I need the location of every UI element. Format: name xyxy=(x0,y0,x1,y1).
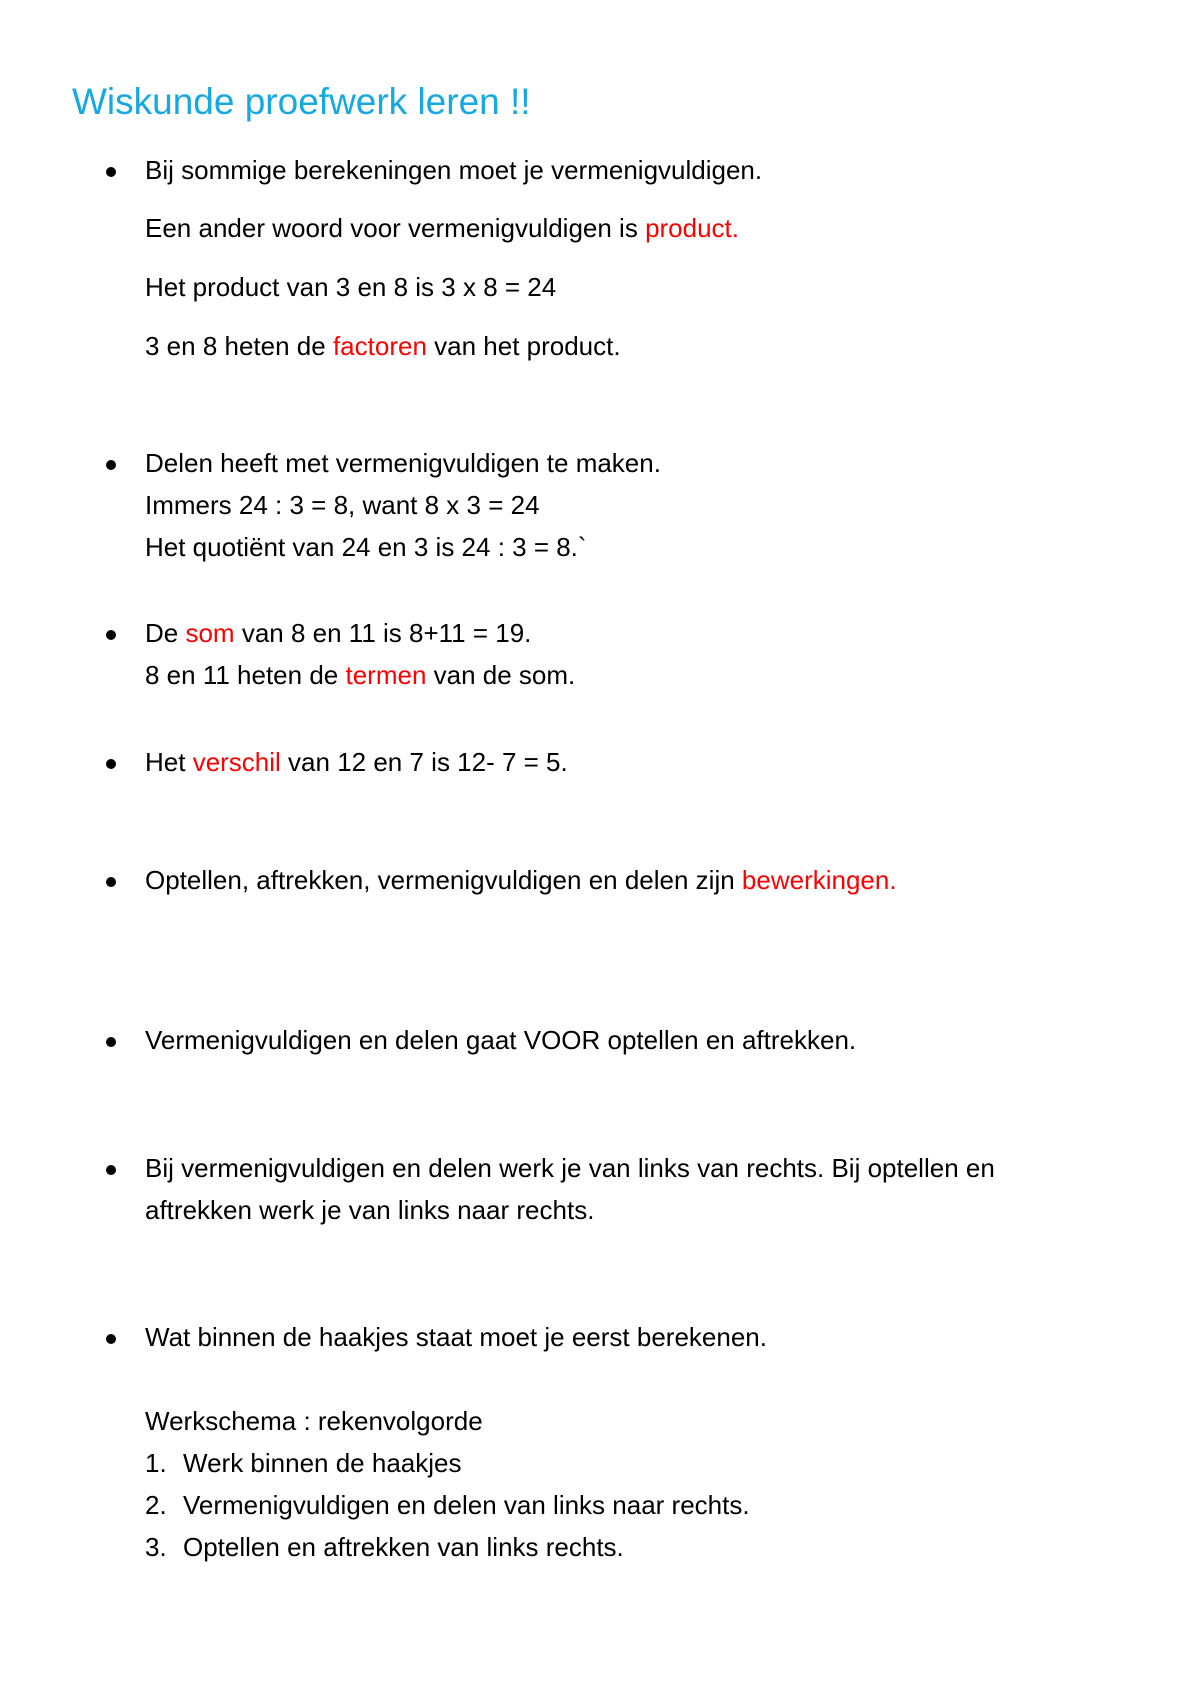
text-fragment: De xyxy=(145,618,186,648)
bullet-icon xyxy=(106,167,116,177)
key-term: product. xyxy=(645,213,740,243)
text-line: aftrekken werk je van links naar rechts. xyxy=(145,1195,595,1225)
text-line xyxy=(145,745,568,779)
text-line: Immers 24 : 3 = 8, want 8 x 3 = 24 xyxy=(145,490,540,520)
step-number: 3. xyxy=(145,1532,167,1562)
bullet-icon xyxy=(106,1334,116,1344)
bullet-icon xyxy=(106,460,116,470)
step-text: Werk binnen de haakjes xyxy=(183,1448,462,1478)
step-text: Vermenigvuldigen en delen van links naar rechts. xyxy=(183,1490,750,1520)
text-line: Vermenigvuldigen en delen gaat VOOR optellen en aftrekken. xyxy=(145,1025,857,1055)
key-term: som xyxy=(185,618,235,648)
bullet-icon xyxy=(106,1165,116,1175)
schema-step xyxy=(145,1488,750,1522)
text-fragment: van het product. xyxy=(426,331,621,361)
text-line xyxy=(145,616,531,650)
text-line xyxy=(145,211,739,245)
text-fragment: Een ander woord voor vermenigvuldigen is xyxy=(145,213,646,243)
page-title: Wiskunde proefwerk leren !! xyxy=(72,81,531,122)
bullet-icon xyxy=(106,1037,116,1047)
text-fragment: Het xyxy=(145,747,193,777)
text-fragment: van 8 en 11 is 8+11 = 19. xyxy=(234,618,532,648)
text-fragment: van de som. xyxy=(426,660,576,690)
text-fragment: van 12 en 7 is 12- 7 = 5. xyxy=(280,747,568,777)
step-number: 2. xyxy=(145,1490,167,1520)
text-line: Delen heeft met vermenigvuldigen te maken. xyxy=(145,448,661,478)
schema-heading: Werkschema : rekenvolgorde xyxy=(145,1406,483,1436)
text-fragment: 8 en 11 heten de xyxy=(145,660,346,690)
text-line xyxy=(145,329,621,363)
text-line xyxy=(145,863,897,897)
bullet-icon xyxy=(106,877,116,887)
bullet-icon xyxy=(106,759,116,769)
text-line: Wat binnen de haakjes staat moet je eerst berekenen. xyxy=(145,1322,767,1352)
text-line: Bij vermenigvuldigen en delen werk je van links van rechts. Bij optellen en xyxy=(145,1153,995,1183)
bullet-icon xyxy=(106,630,116,640)
text-line: Het product van 3 en 8 is 3 x 8 = 24 xyxy=(145,272,557,302)
step-number: 1. xyxy=(145,1448,167,1478)
text-line xyxy=(145,658,575,692)
key-term: bewerkingen. xyxy=(741,865,897,895)
text-fragment: Optellen, aftrekken, vermenigvuldigen en delen zijn xyxy=(145,865,742,895)
text-line: Het quotiënt van 24 en 3 is 24 : 3 = 8.` xyxy=(145,532,587,562)
key-term: verschil xyxy=(192,747,281,777)
key-term: termen xyxy=(345,660,427,690)
step-text: Optellen en aftrekken van links rechts. xyxy=(183,1532,624,1562)
text-line: Bij sommige berekeningen moet je vermenigvuldigen. xyxy=(145,155,763,185)
schema-step xyxy=(145,1446,461,1480)
text-fragment: 3 en 8 heten de xyxy=(145,331,333,361)
schema-step xyxy=(145,1530,624,1564)
key-term: factoren xyxy=(332,331,427,361)
